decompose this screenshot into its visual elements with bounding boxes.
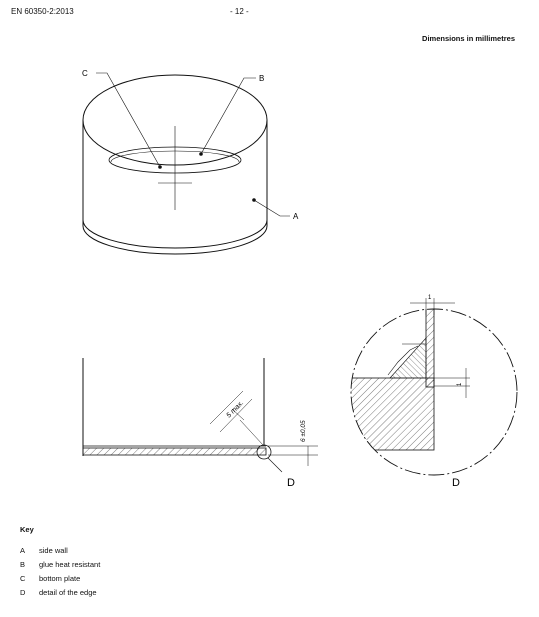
key-text: side wall bbox=[39, 545, 68, 555]
callout-b: B bbox=[259, 74, 265, 83]
key-letter: B bbox=[20, 559, 26, 569]
pot-base-rim bbox=[83, 220, 267, 248]
detail-plate bbox=[340, 378, 434, 450]
page-number: - 12 - bbox=[230, 7, 249, 16]
leader-a bbox=[254, 200, 290, 216]
key-letter: A bbox=[20, 545, 26, 555]
key-item bbox=[20, 585, 100, 599]
leader-b bbox=[201, 78, 256, 154]
key-letter: D bbox=[20, 587, 26, 597]
callout-d-detail: D bbox=[452, 477, 460, 489]
point-a bbox=[252, 198, 256, 202]
key-item bbox=[20, 543, 100, 557]
callout-d-section: D bbox=[287, 477, 295, 489]
dimensions-note: Dimensions in millimetres bbox=[422, 34, 515, 43]
pot-isometric bbox=[83, 73, 290, 254]
key-item bbox=[20, 557, 100, 571]
dim-1-top: 1 bbox=[428, 295, 432, 301]
key-item bbox=[20, 571, 100, 585]
key-text: glue heat resistant bbox=[39, 559, 101, 569]
dim-1-side: 1 bbox=[457, 382, 463, 386]
key-title: Key bbox=[20, 525, 34, 534]
key-letter: C bbox=[20, 573, 26, 583]
key-text: detail of the edge bbox=[39, 587, 97, 597]
bottom-plate-section bbox=[83, 448, 266, 455]
detail-view bbox=[340, 298, 517, 475]
dim-6-tolerance: 6 ±0,05 bbox=[300, 420, 307, 442]
key-legend bbox=[20, 525, 100, 599]
standard-number: EN 60350-2:2013 bbox=[11, 7, 74, 16]
dim-5-max: 5 max. bbox=[225, 399, 246, 420]
leader-c bbox=[96, 73, 160, 167]
key-text: bottom plate bbox=[39, 573, 81, 583]
point-c bbox=[158, 165, 162, 169]
pot-section bbox=[83, 358, 318, 472]
callout-a: A bbox=[293, 212, 299, 221]
point-b bbox=[199, 152, 203, 156]
detail-wall bbox=[426, 300, 434, 387]
callout-c: C bbox=[82, 69, 88, 78]
